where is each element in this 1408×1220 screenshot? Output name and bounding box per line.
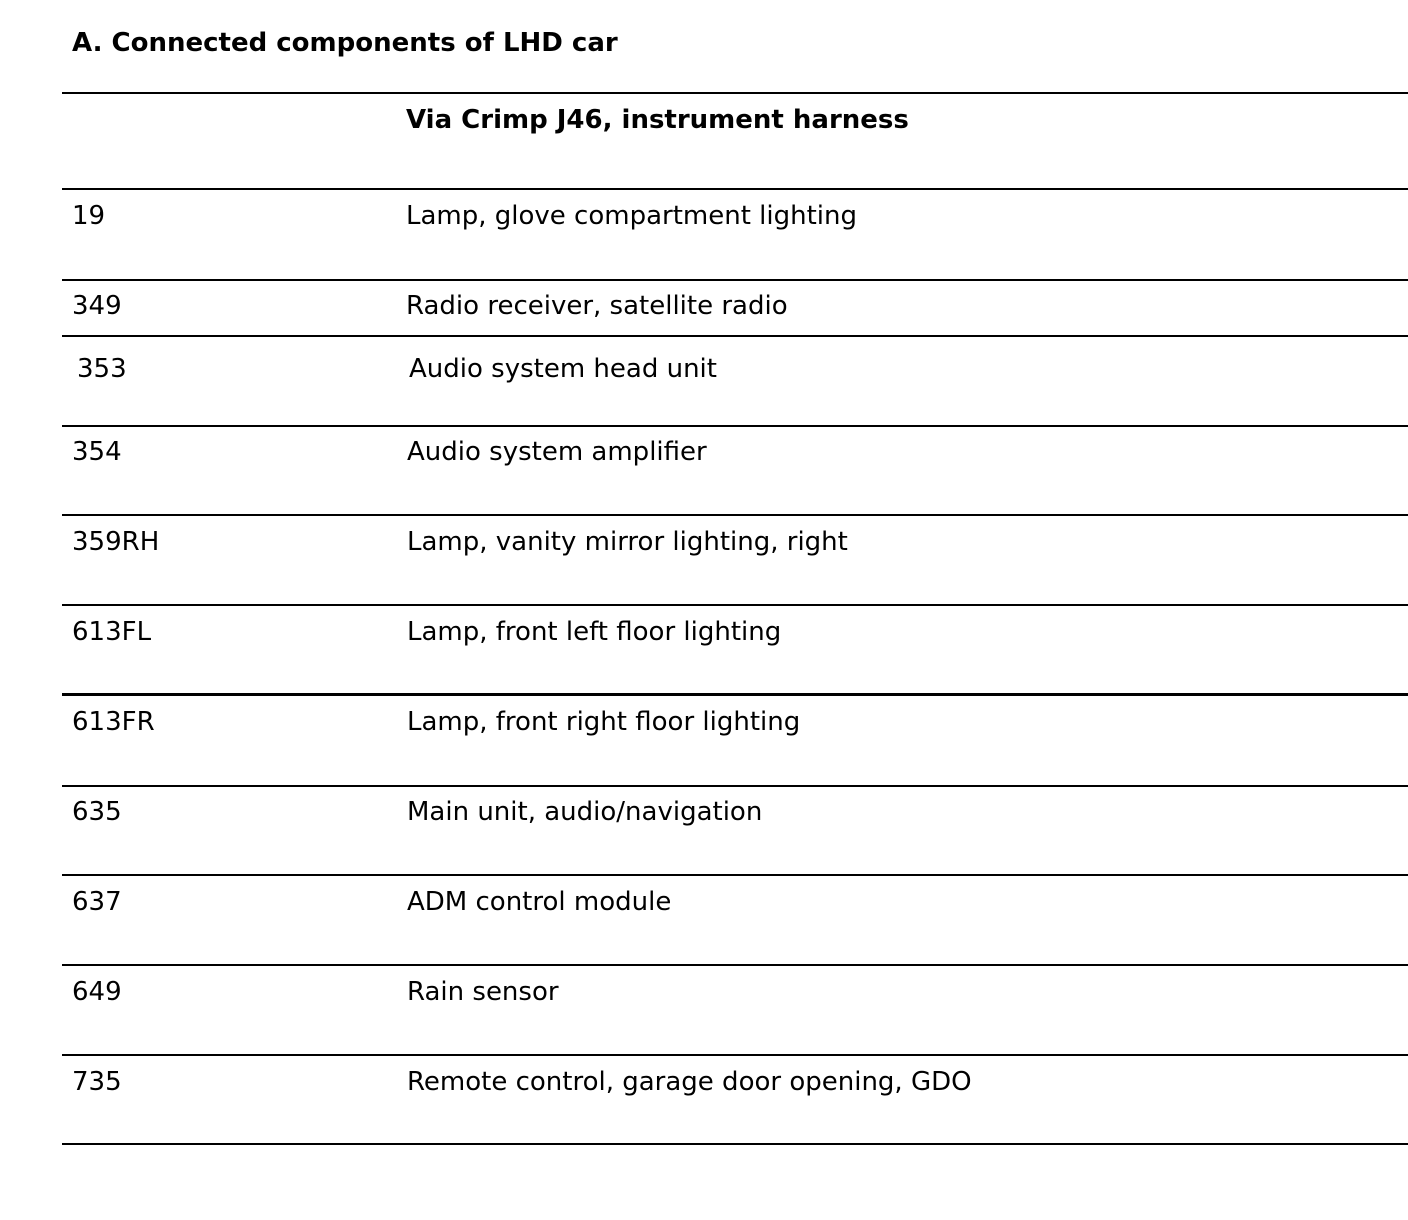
header-cell-description: Via Crimp J46, instrument harness <box>406 105 909 135</box>
table-top-rule <box>62 92 1408 94</box>
row-divider <box>62 335 1408 337</box>
component-id: 635 <box>72 797 122 827</box>
component-id: 649 <box>72 977 122 1007</box>
component-description: Lamp, glove compartment lighting <box>406 201 858 231</box>
component-description: Lamp, vanity mirror lighting, right <box>407 527 848 557</box>
component-id: 353 <box>77 354 127 384</box>
table-bottom-rule <box>62 1143 1408 1145</box>
component-id: 349 <box>72 291 122 321</box>
component-description: Rain sensor <box>407 977 559 1007</box>
row-divider <box>62 785 1408 787</box>
component-description: Lamp, front right floor lighting <box>407 707 801 737</box>
row-divider <box>62 514 1408 516</box>
row-divider <box>62 604 1408 606</box>
component-description: Audio system amplifier <box>407 437 707 467</box>
component-id: 735 <box>72 1067 122 1097</box>
row-divider <box>62 964 1408 966</box>
component-id: 613FL <box>72 617 152 647</box>
row-divider <box>62 425 1408 427</box>
component-description: Lamp, front left floor lighting <box>407 617 782 647</box>
component-description: Audio system head unit <box>409 354 717 384</box>
component-description: Main unit, audio/navigation <box>407 797 763 827</box>
row-divider <box>62 1054 1408 1056</box>
component-id: 637 <box>72 887 122 917</box>
component-id: 354 <box>72 437 122 467</box>
component-description: ADM control module <box>407 887 672 917</box>
page-title: A. Connected components of LHD car <box>72 28 618 58</box>
row-divider <box>62 874 1408 876</box>
component-id: 19 <box>72 201 106 231</box>
component-description: Remote control, garage door opening, GDO <box>407 1067 972 1097</box>
component-id: 613FR <box>72 707 155 737</box>
component-description: Radio receiver, satellite radio <box>406 291 788 321</box>
row-divider <box>62 279 1408 281</box>
row-divider <box>62 693 1408 696</box>
row-divider <box>62 188 1408 190</box>
component-id: 359RH <box>72 527 160 557</box>
